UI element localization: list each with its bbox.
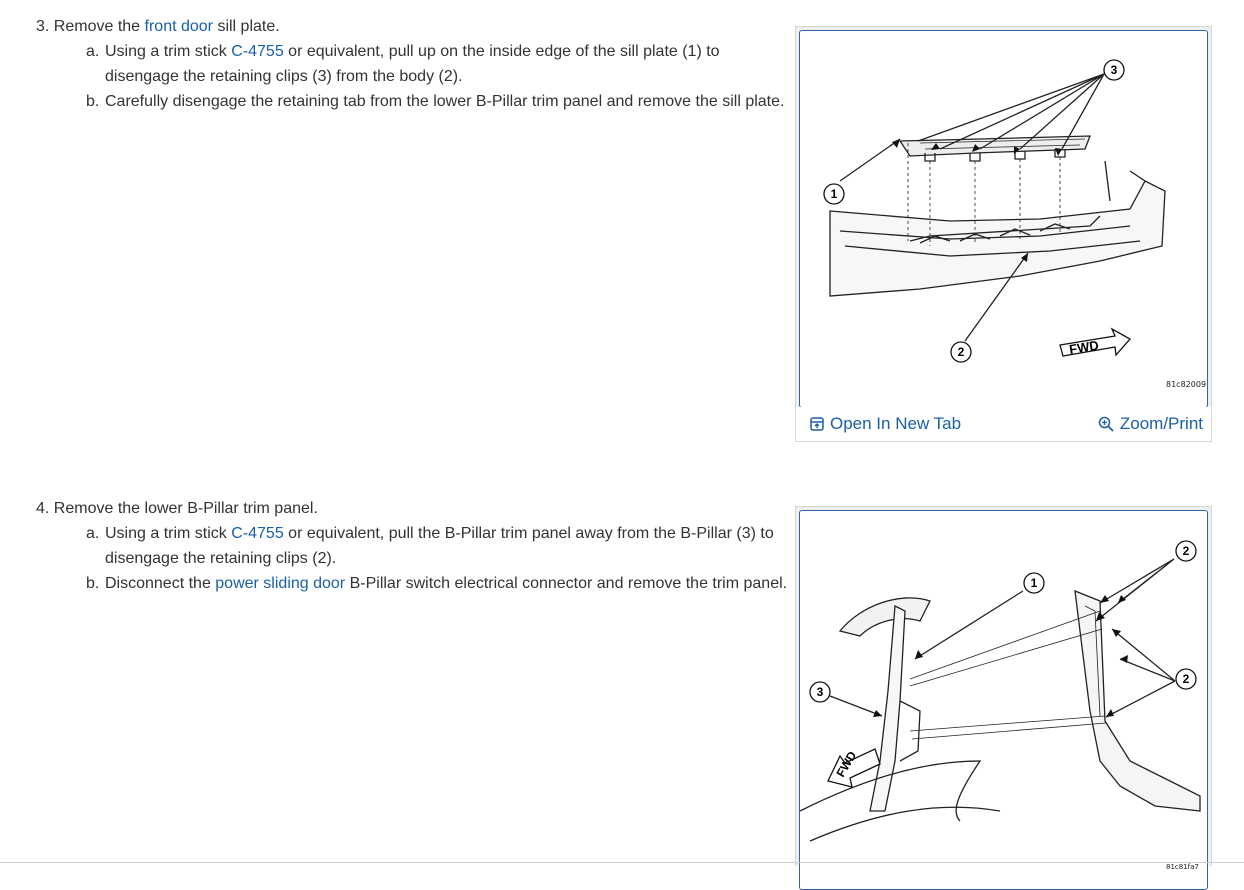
- step-4: [36, 496, 788, 596]
- sill-plate-drawing: [800, 31, 1206, 406]
- fwd-label: FWD: [833, 748, 860, 780]
- sub-text-pre: Disconnect the: [105, 575, 216, 592]
- figure-toolbar: [796, 407, 1211, 441]
- sub-label: a.: [86, 525, 100, 542]
- sub-text: [105, 521, 788, 571]
- sub-text: [105, 571, 788, 596]
- fwd-label: FWD: [1068, 337, 1100, 357]
- callout-2: 2: [1182, 544, 1190, 558]
- step-4-title: [36, 496, 788, 521]
- sub-text-pre: Using a trim stick: [105, 525, 232, 542]
- step-title-text: Remove the lower B-Pillar trim panel.: [53, 500, 318, 517]
- callout-3: 3: [816, 685, 824, 699]
- step-title-text: Remove the: [53, 18, 145, 35]
- sill-plate-illustration[interactable]: [799, 30, 1208, 408]
- step-number: 4.: [36, 500, 50, 517]
- sub-text: [105, 39, 788, 89]
- step-4b: [36, 571, 788, 596]
- callout-1: 1: [830, 187, 838, 201]
- front-door-link[interactable]: front door: [144, 18, 213, 35]
- power-sliding-door-link[interactable]: power sliding door: [215, 575, 346, 592]
- open-in-new-tab-label: Open In New Tab: [830, 414, 962, 433]
- step-number: 3.: [36, 18, 50, 35]
- sub-label: b.: [86, 575, 100, 592]
- callout-2b: 2: [1182, 672, 1190, 686]
- step-3-title: [36, 14, 788, 39]
- fwd-arrow: [1060, 329, 1130, 357]
- zoom-print-button[interactable]: [1098, 414, 1203, 434]
- fwd-arrow: [828, 749, 880, 787]
- sub-label: a.: [86, 43, 100, 60]
- tool-c4755-link[interactable]: C-4755: [231, 43, 284, 60]
- b-pillar-illustration[interactable]: [799, 510, 1208, 890]
- open-in-new-tab-button[interactable]: [810, 414, 961, 434]
- figure-code: 81c81fa7: [1166, 863, 1199, 871]
- step-3: [36, 14, 788, 114]
- sub-label: b.: [86, 93, 100, 110]
- figure-sill-plate: [795, 26, 1212, 442]
- sub-text-post: or equivalent, pull up on the inside edge of the sill plate (1) to disengage the retaining clips (3) from the body (2).: [105, 43, 720, 85]
- zoom-print-label: Zoom/Print: [1119, 414, 1203, 433]
- callout-3: 3: [1110, 63, 1118, 77]
- step-title-tail: sill plate.: [213, 18, 280, 35]
- figure-code: 81c82009: [1166, 380, 1206, 389]
- figure-b-pillar: [795, 506, 1212, 871]
- tool-c4755-link[interactable]: C-4755: [231, 525, 284, 542]
- sub-text-pre: Using a trim stick: [105, 43, 232, 60]
- step-3a: [36, 39, 788, 89]
- open-new-tab-icon: [810, 417, 824, 431]
- sub-text-post: or equivalent, pull the B-Pillar trim panel away from the B-Pillar (3) to disengage the retaining clips (2).: [105, 525, 774, 567]
- b-pillar-drawing: [800, 511, 1206, 871]
- step-3b: [36, 89, 788, 114]
- callout-2: 2: [957, 345, 965, 359]
- callout-1: 1: [1030, 576, 1038, 590]
- sub-text-post: B-Pillar switch electrical connector and remove the trim panel.: [345, 575, 788, 592]
- sub-text: Carefully disengage the retaining tab from the lower B-Pillar trim panel and remove the sill plate.: [105, 93, 785, 110]
- zoom-in-icon: [1098, 416, 1114, 432]
- divider: [0, 862, 1244, 863]
- step-4a: [36, 521, 788, 571]
